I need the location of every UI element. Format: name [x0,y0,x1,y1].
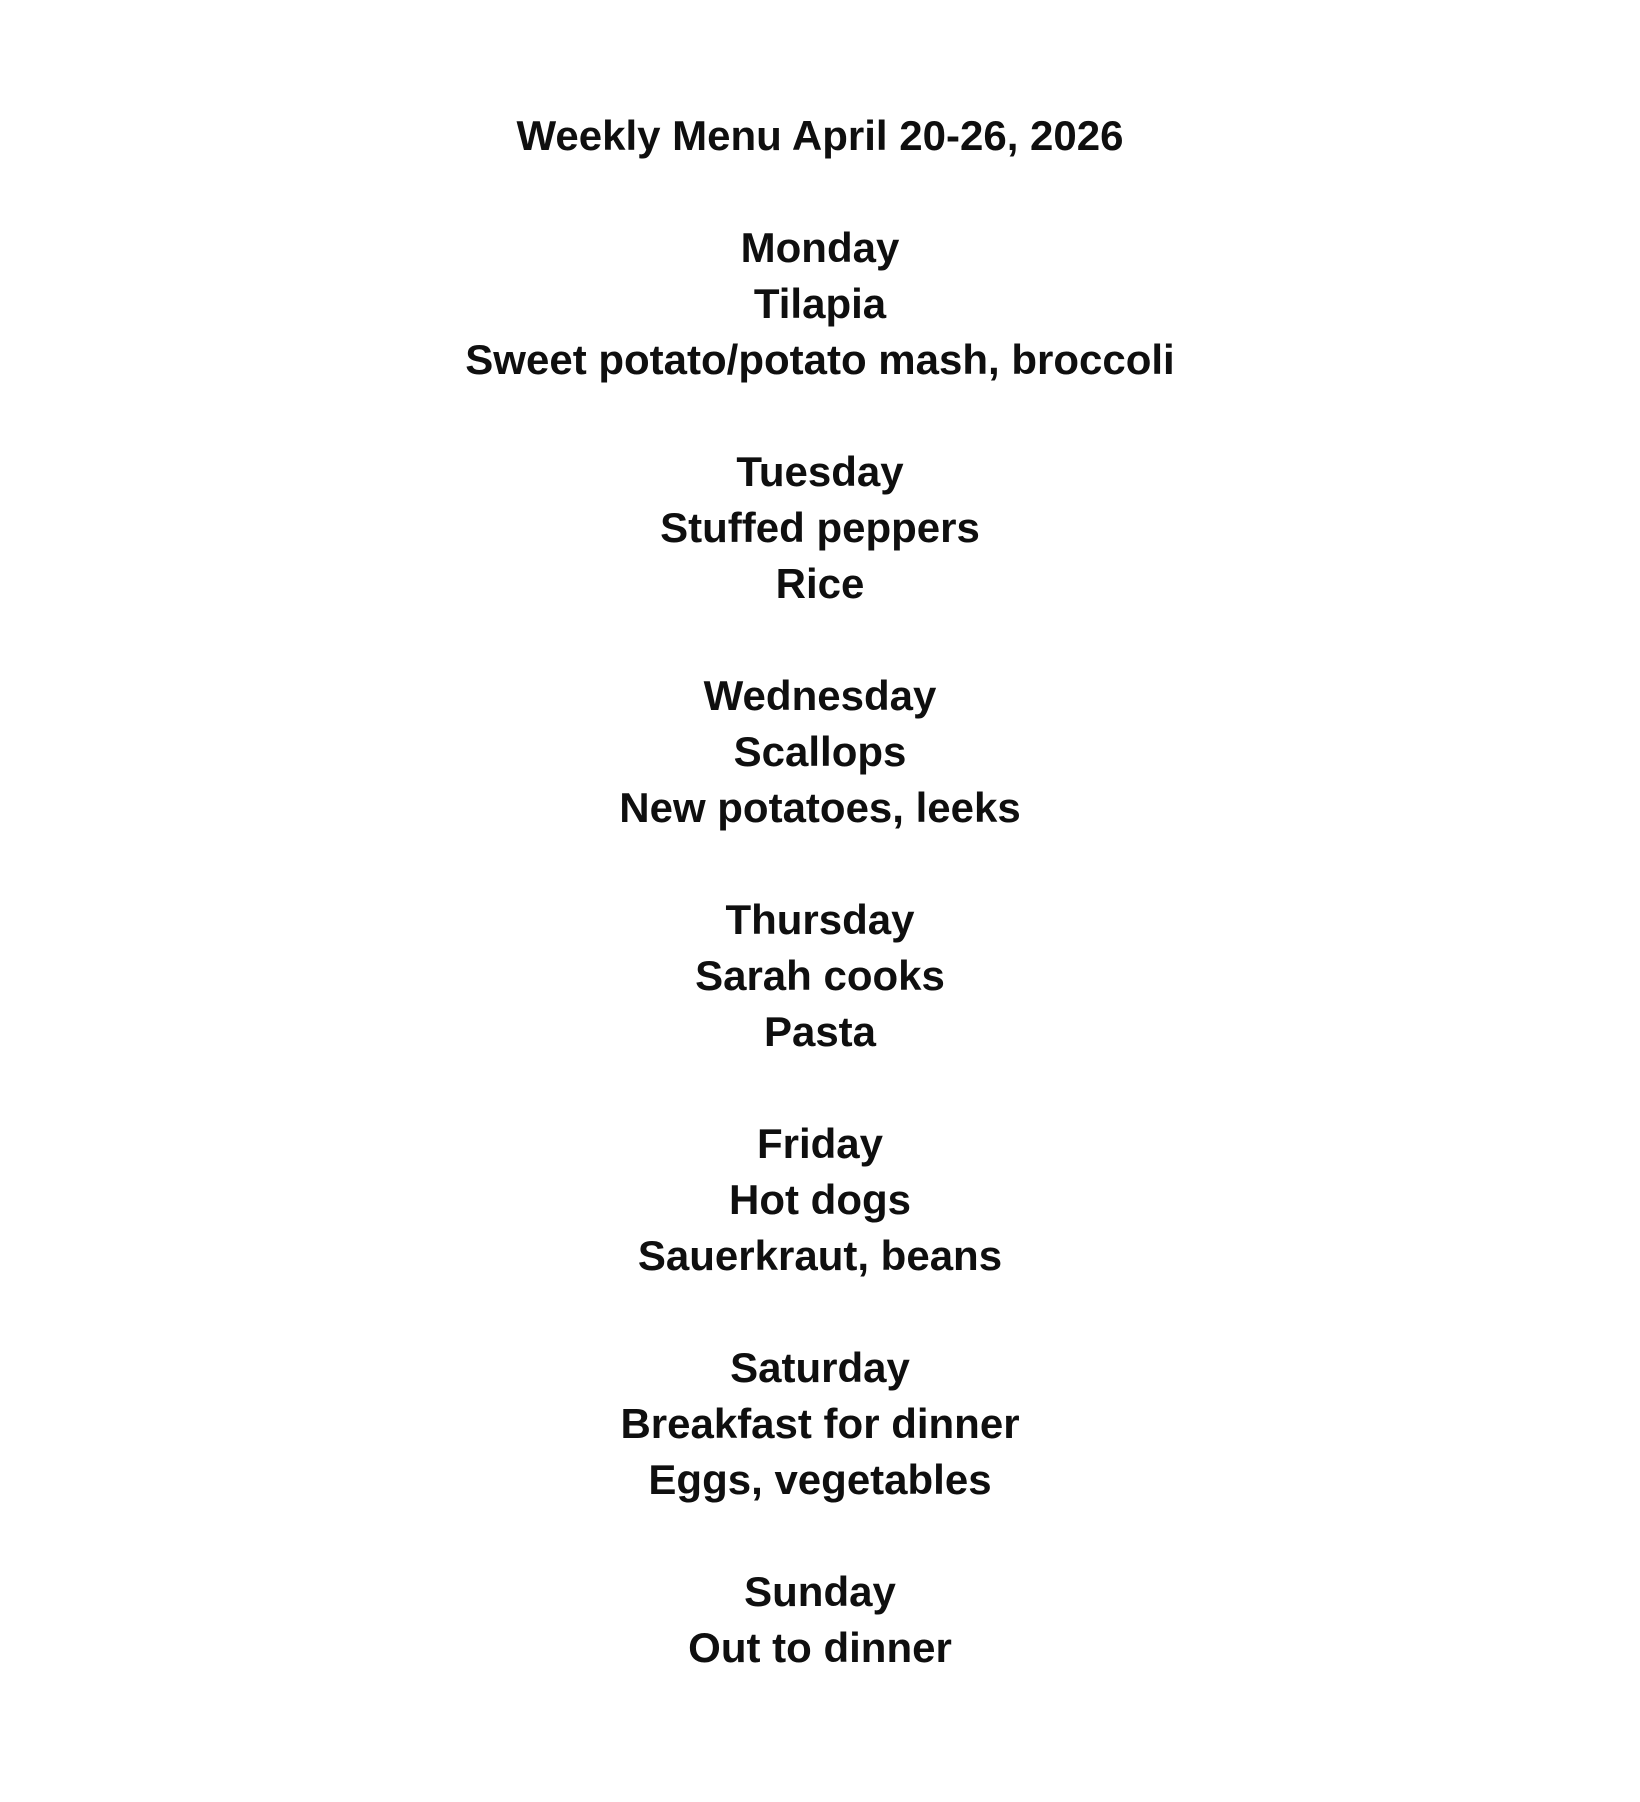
side-dishes: Sauerkraut, beans [637,1232,1003,1279]
side-dishes: Eggs, vegetables [648,1456,992,1503]
day-name: Thursday [725,896,915,943]
day-name: Sunday [744,1568,896,1615]
main-dish: Sarah cooks [695,952,945,999]
main-dish: Tilapia [753,280,887,327]
day-name: Wednesday [703,672,937,719]
weekly-menu [0,108,1640,1676]
day-block-thursday [0,892,1640,1060]
main-dish: Breakfast for dinner [620,1400,1020,1447]
day-block-friday [0,1116,1640,1284]
main-dish: Stuffed peppers [660,504,980,551]
day-block-sunday [0,1564,1640,1676]
day-block-monday [0,220,1640,388]
day-block-wednesday [0,668,1640,836]
day-name: Tuesday [736,448,904,495]
day-name: Friday [756,1120,884,1167]
menu-title: Weekly Menu April 20-26, 2026 [516,112,1124,159]
day-block-tuesday [0,444,1640,612]
side-dishes: New potatoes, leeks [619,784,1021,831]
day-name: Monday [740,224,900,271]
side-dishes: Sweet potato/potato mash, broccoli [465,336,1175,383]
day-block-saturday [0,1340,1640,1508]
side-dishes: Pasta [763,1008,877,1055]
side-dishes: Rice [775,560,865,607]
main-dish: Out to dinner [688,1624,952,1671]
main-dish: Hot dogs [729,1176,911,1223]
day-name: Saturday [730,1344,910,1391]
main-dish: Scallops [733,728,907,775]
